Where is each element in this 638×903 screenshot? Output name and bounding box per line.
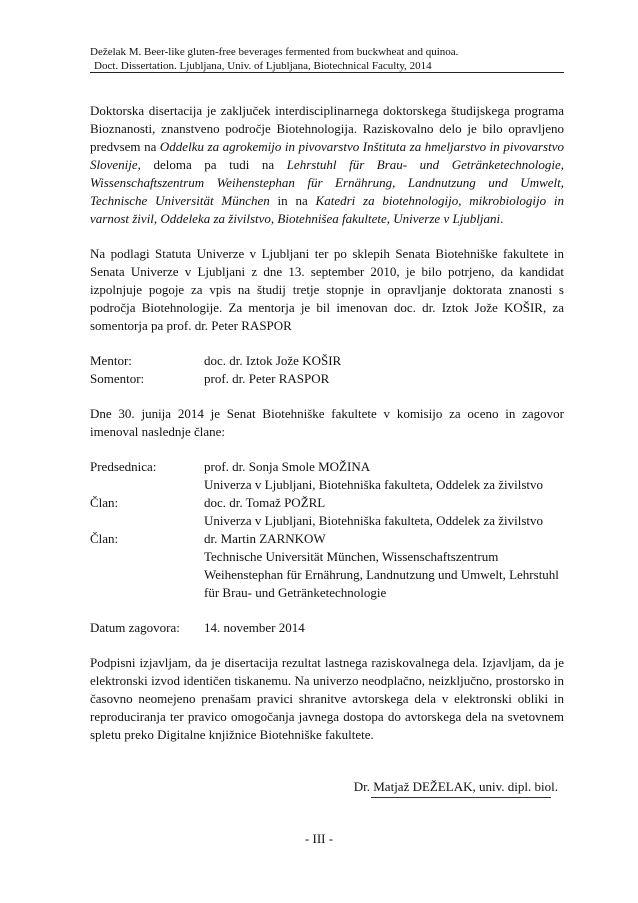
paragraph-program [90, 102, 564, 228]
page-body [90, 102, 564, 796]
committee-name: dr. Martin ZARNKOW [204, 531, 326, 546]
p1-tum-chair: Lehrstuhl für Brau- und Getränketechnologie, Wissenschaftszentrum Weihenstephan für Ernährung, Landnutzung und Umwelt, Technische Universität München [90, 157, 564, 208]
comentor-label: Somentor: [90, 371, 145, 386]
defense-date-label: Datum zagovora: [90, 620, 180, 635]
page-number: - III - [304, 831, 334, 846]
defense-date-row [90, 619, 564, 637]
p1-department: Katedri za biotehnologijo, mikrobiologijo in varnost živil, Oddeleka za živilstvo, Biotehnišea fakultete, Univerze v Ljubljani [90, 193, 564, 226]
signature-line [371, 797, 551, 798]
committee-row-member [90, 530, 564, 602]
comentor-row [90, 370, 564, 388]
header-rule [90, 72, 564, 73]
header-line-1: Deželak M. Beer-like gluten-free beverages fermented from buckwheat and quinoa. [90, 46, 459, 58]
p1-institute: Oddelku za agrokemijo in pivovarstvo Inštituta za hmeljarstvo in pivovarstvo Slovenije, [90, 139, 565, 172]
committee-name: prof. dr. Sonja Smole MOŽINA [204, 459, 371, 474]
p1-text-e: in na [269, 193, 316, 208]
paragraph-statute: Na podlagi Statuta Univerze v Ljubljani ter po sklepih Senata Biotehniške fakultete in Senata Univerze v Ljubljani z dne 13. september 2010, je bilo potrjeno, da kandidat izpolnjuje pogoje za vpis na študij tretje stopnje in opravljanje doktorata znanosti s področja Biotehnologije. Za mentorja je bil imenovan doc. dr. Iztok Jože KOŠIR, za somentorja pa prof. dr. Peter RASPOR [90, 246, 564, 333]
mentor-label: Mentor: [90, 353, 132, 368]
committee-label: Član: [90, 495, 119, 510]
mentor-value: doc. dr. Iztok Jože KOŠIR [204, 353, 342, 368]
p1-text-c: deloma pa tudi na [140, 157, 287, 172]
committee-affiliation: Univerza v Ljubljani, Biotehniška fakulteta, Oddelek za živilstvo [204, 513, 543, 528]
committee-label: Predsednica: [90, 459, 157, 474]
committee-name: doc. dr. Tomaž POŽRL [204, 495, 326, 510]
paragraph-committee: Dne 30. junija 2014 je Senat Biotehniške fakultete v komisijo za oceno in zagovor imenoval naslednje člane: [90, 406, 564, 439]
committee-label: Član: [90, 531, 119, 546]
running-header [90, 45, 564, 73]
committee-affiliation: Technische Universität München, Wissenschaftszentrum Weihenstephan für Ernährung, Landnutzung und Umwelt, Lehrstuhl für Brau- und Getränketechnologie [204, 549, 559, 600]
defense-date-value: 14. november 2014 [204, 620, 305, 635]
header-line-2: Doct. Dissertation. Ljubljana, Univ. of Ljubljana, Biotechnical Faculty, 2014 [94, 60, 432, 72]
p1-text-g: . [500, 211, 504, 226]
committee-row-chair [90, 458, 564, 494]
author-signature-name: Dr. Matjaž DEŽELAK, univ. dipl. biol. [353, 779, 558, 794]
paragraph-declaration: Podpisni izjavljam, da je disertacija rezultat lastnega raziskovalnega dela. Izjavljam, da je elektronski izvod identičen tiskanemu. Na univerzo neodplačno, neizključno, prostorsko in časovno neomejeno prenašam pravici shranitve avtorskega dela v elektronski obliki in reproduciranja ter pravico omogočanja javnega dostopa do avtorskega dela na svetovnem spletu preko Digitalne knjižnice Biotehniške fakultete. [90, 655, 564, 742]
comentor-value: prof. dr. Peter RASPOR [204, 371, 330, 386]
p1-text-a: Doktorska disertacija je zaključek interdisciplinarnega doktorskega študijskega programa Bioznanosti, znanstveno področje Biotehnologija. Raziskovalno delo je bilo opravljeno predvsem na [90, 103, 564, 154]
mentor-row [90, 352, 564, 370]
committee-row-member [90, 494, 564, 530]
committee-affiliation: Univerza v Ljubljani, Biotehniška fakulteta, Oddelek za živilstvo [204, 477, 543, 492]
